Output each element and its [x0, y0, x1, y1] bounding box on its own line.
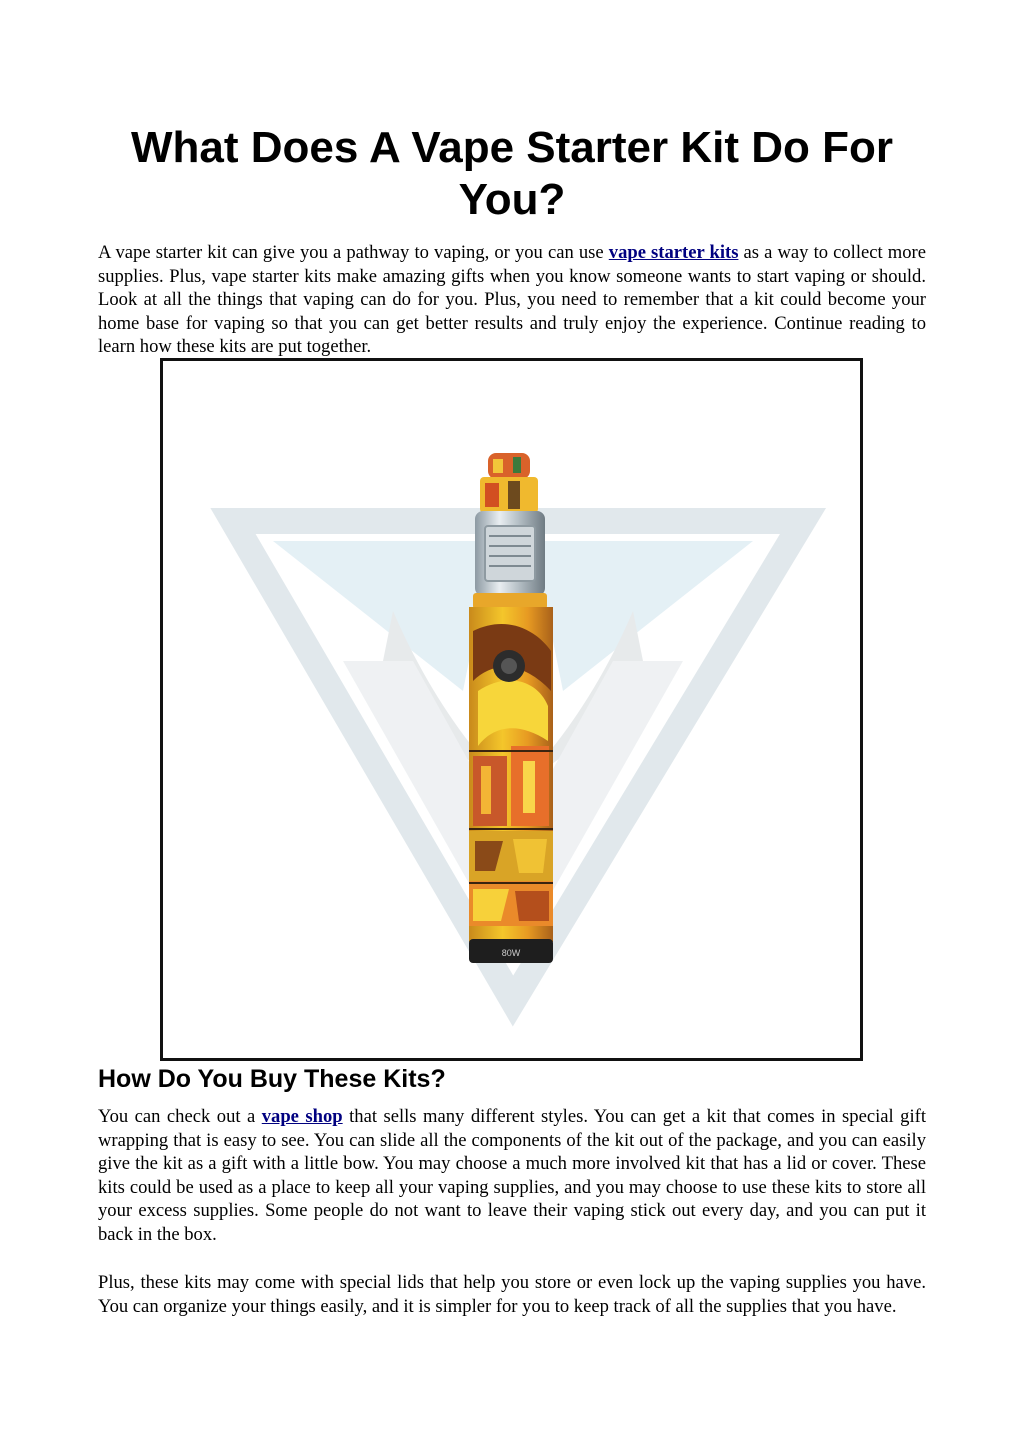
buy-text-after-link: that sells many different styles. You can get a kit that comes in special gift wrapping that is easy to see. You can slide all the components of the kit out of the package, and you can easily give the kit as a gift with a little bow. You may choose a much more involved kit that has a lid or cover. These kits could be used as a place to keep all your vaping supplies, and you may choose to use these kits to store all your excess supplies. Some people do not want to leave their vaping stick out every day, and you can put it back in the box. — [98, 1106, 926, 1245]
section-heading: How Do You Buy These Kits? — [98, 1065, 446, 1093]
vape-shop-link[interactable]: vape shop — [261, 1106, 343, 1127]
page-title: What Does A Vape Starter Kit Do For You? — [131, 123, 893, 224]
buy-paragraph-2: Plus, these kits may come with special lids that help you store or even lock up the vaping supplies you have. You can organize your things easily, and it is simpler for you to keep track of all the supplies that you have. — [98, 1272, 926, 1317]
intro-text-before-link: A vape starter kit can give you a pathway to vaping, or you can use — [98, 242, 609, 263]
product-image — [160, 358, 863, 1061]
buy-paragraph-1 — [98, 1105, 926, 1247]
buy-text-before-link: You can check out a — [98, 1106, 262, 1127]
intro-text-after-link: as a way to collect more supplies. Plus, vape starter kits make amazing gifts when you know someone wants to start vaping or should. Look at all the things that vaping can do for you. Plus, you need to remember that a kit could become your home base for vaping so that you can get better results and truly enjoy the experience. Continue reading to learn how these kits are put together. — [98, 242, 926, 358]
power-label: 80W — [501, 948, 521, 958]
body-artwork — [469, 624, 553, 926]
vape-starter-kits-link[interactable]: vape starter kits — [608, 242, 739, 263]
intro-paragraph — [98, 241, 926, 359]
